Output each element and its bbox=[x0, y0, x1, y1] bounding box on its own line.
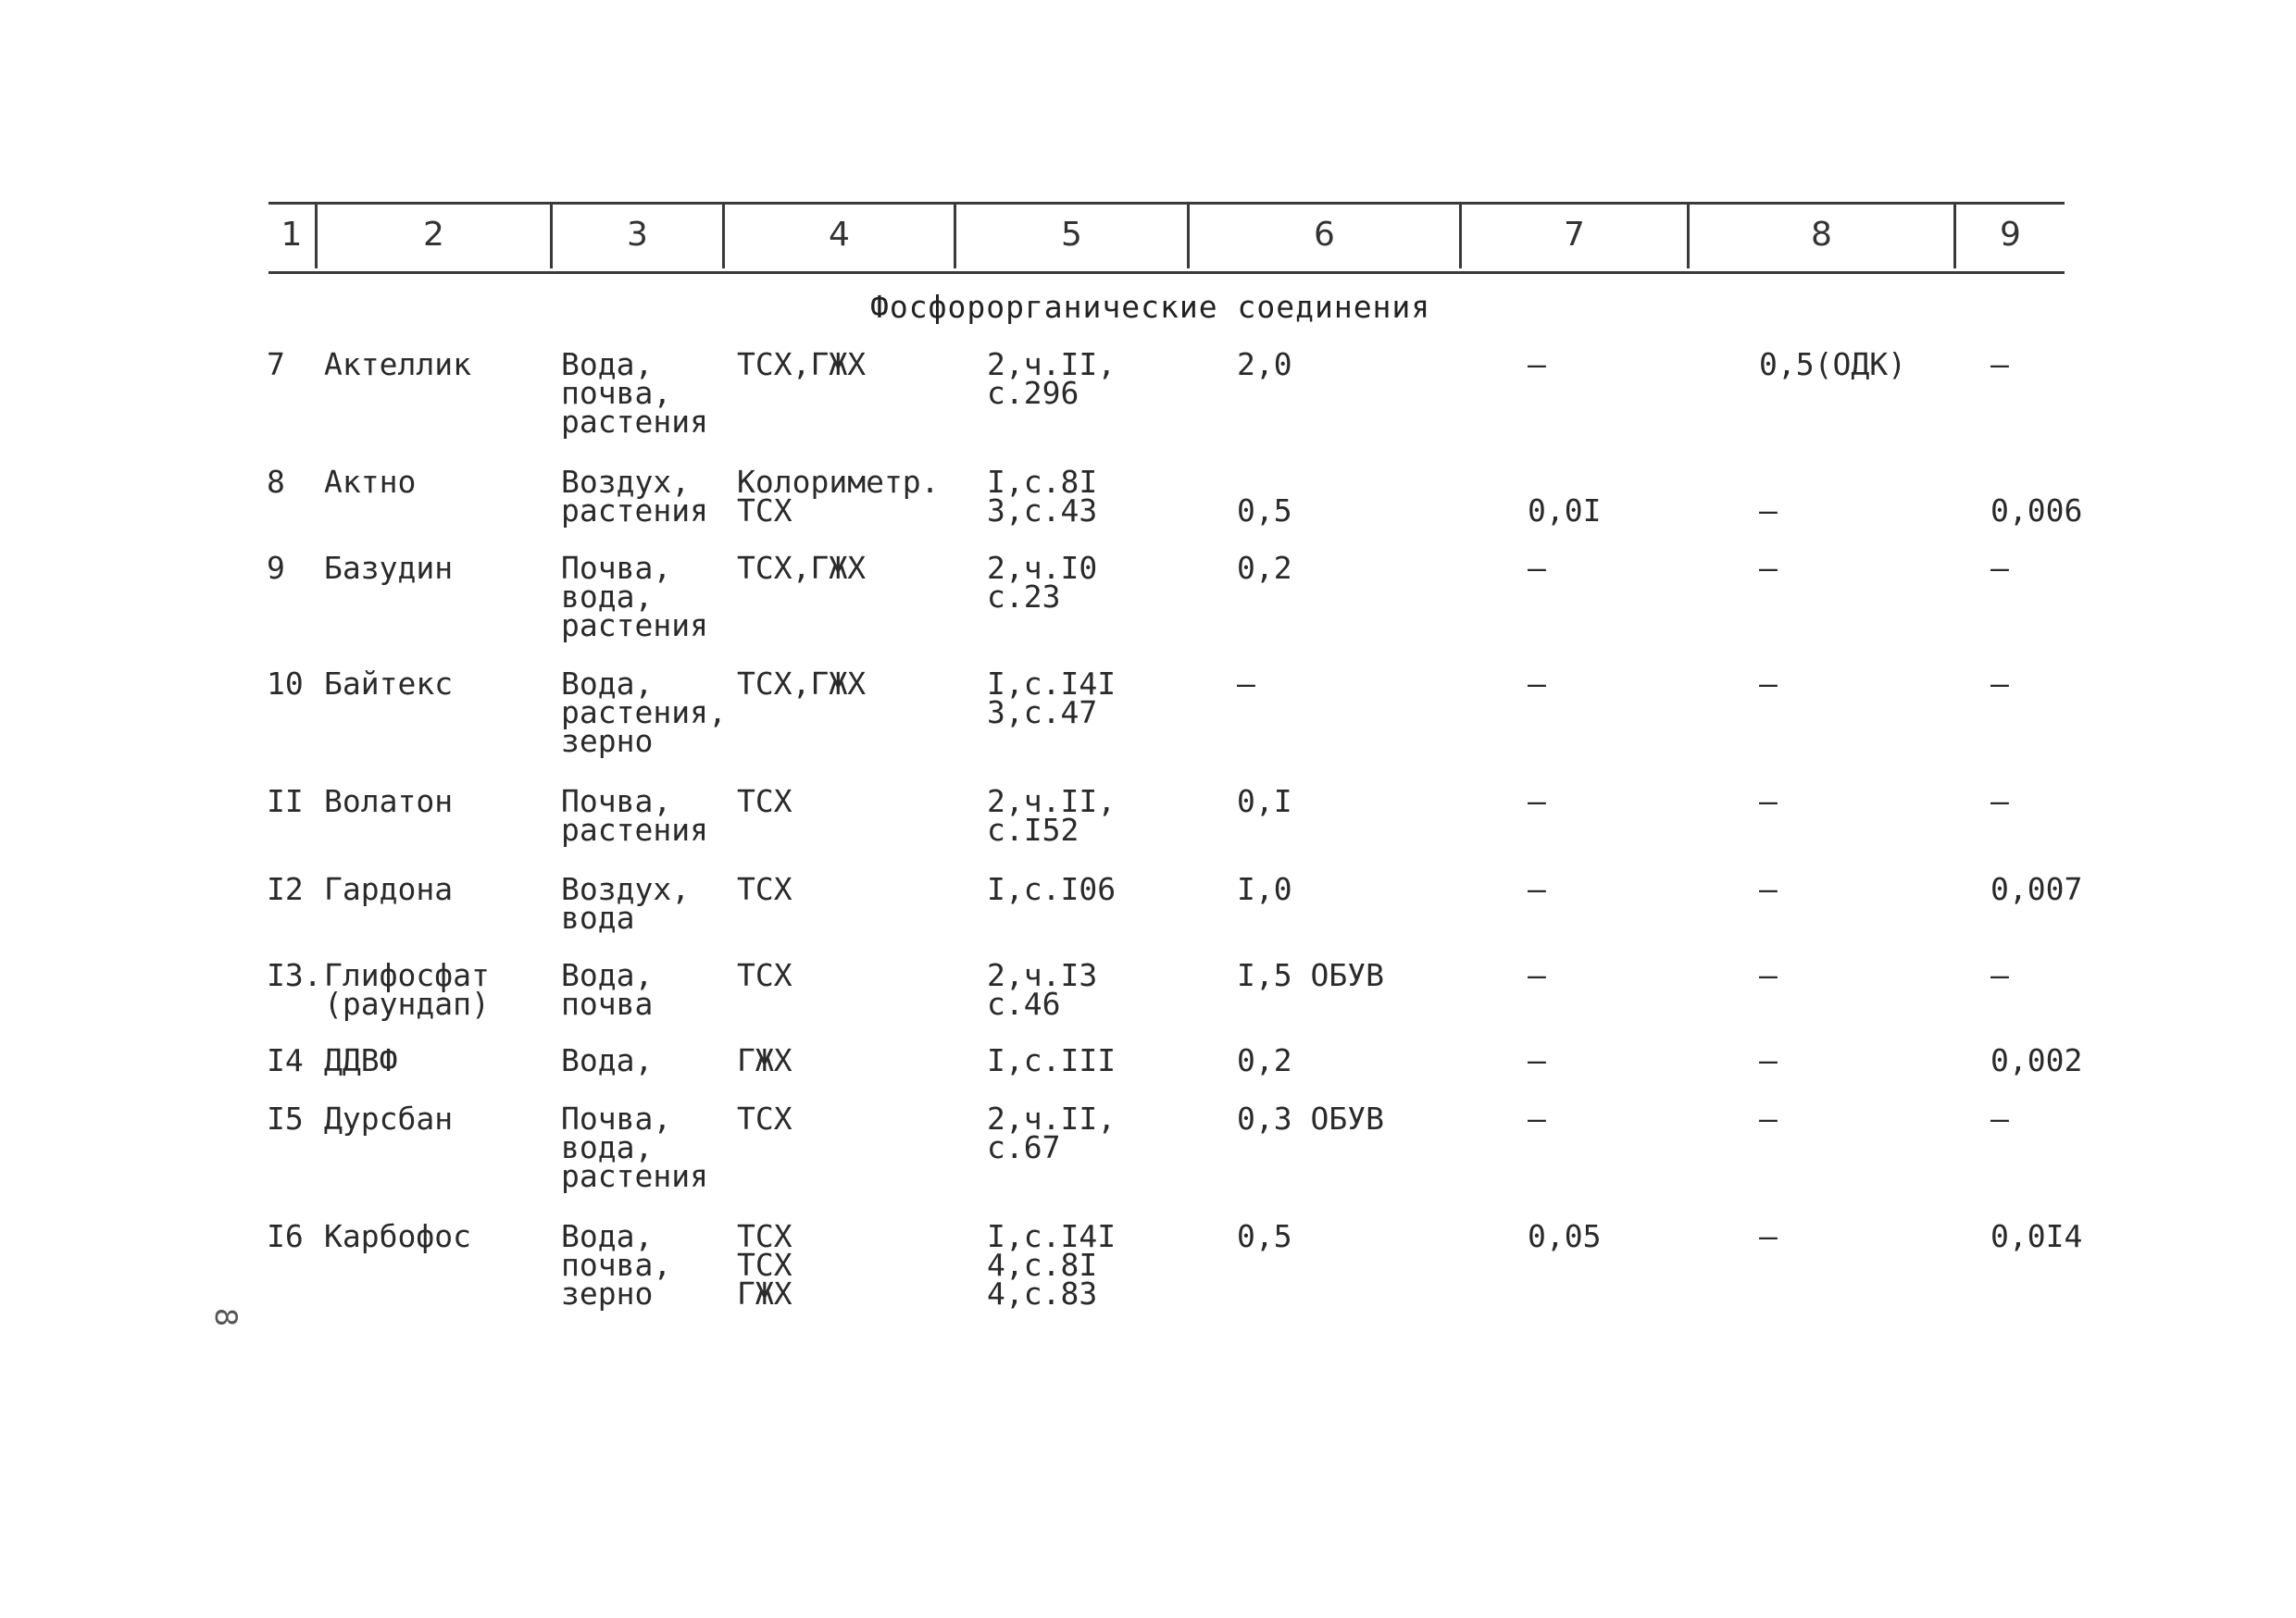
substance-name bbox=[324, 783, 454, 819]
literature-ref bbox=[987, 871, 1117, 907]
analysis-method-line: ГЖХ bbox=[737, 1276, 792, 1312]
row-number: I2 bbox=[267, 871, 304, 907]
literature-ref-line: I,с.I4I bbox=[987, 666, 1117, 702]
col6-value: I,5 ОБУВ bbox=[1237, 957, 1384, 993]
analysis-medium-line: Воздух, bbox=[561, 871, 691, 907]
header-col-9: 9 bbox=[2000, 216, 2021, 254]
header-col-5: 5 bbox=[1061, 216, 1082, 254]
header-col-2: 2 bbox=[423, 216, 444, 254]
substance-name bbox=[324, 666, 454, 702]
analysis-medium-line: вода, bbox=[561, 1129, 654, 1165]
analysis-method bbox=[737, 1218, 792, 1312]
col8-value: – bbox=[1759, 1101, 1778, 1137]
analysis-method-line: ТСХ bbox=[737, 1218, 792, 1254]
analysis-medium-line: растения bbox=[561, 1158, 708, 1194]
header-col-4: 4 bbox=[829, 216, 850, 254]
analysis-method-line: ТСХ bbox=[737, 1101, 792, 1137]
analysis-medium-line: растения bbox=[561, 492, 708, 529]
analysis-method-line: ТСХ bbox=[737, 871, 792, 907]
analysis-method bbox=[737, 346, 867, 382]
analysis-medium-line: растения, bbox=[561, 694, 727, 730]
analysis-method-line: ТСХ,ГЖХ bbox=[737, 346, 867, 382]
literature-ref-line: 2,ч.I3 bbox=[987, 957, 1098, 993]
analysis-method-line: ТСХ,ГЖХ bbox=[737, 550, 867, 586]
header-col-6: 6 bbox=[1314, 216, 1335, 254]
col8-value: – bbox=[1759, 550, 1778, 586]
analysis-medium bbox=[561, 550, 708, 643]
substance-name bbox=[324, 550, 454, 586]
col8-value: – bbox=[1759, 666, 1778, 702]
header-col-3: 3 bbox=[627, 216, 648, 254]
literature-ref bbox=[987, 1218, 1117, 1312]
col9-value: – bbox=[1990, 783, 2009, 819]
analysis-medium-line: растения bbox=[561, 404, 708, 440]
analysis-method-line: ТСХ bbox=[737, 492, 792, 529]
substance-name bbox=[324, 871, 454, 907]
literature-ref-line: 4,с.83 bbox=[987, 1276, 1098, 1312]
literature-ref-line: I,с.I06 bbox=[987, 871, 1117, 907]
literature-ref-line: с.I52 bbox=[987, 812, 1079, 848]
row-number: I5 bbox=[267, 1101, 304, 1137]
col7-value: 0,05 bbox=[1528, 1218, 1602, 1254]
substance-name-line: Карбофос bbox=[324, 1218, 471, 1254]
analysis-medium-line: вода bbox=[561, 900, 635, 936]
literature-ref-line: 3,с.43 bbox=[987, 492, 1098, 529]
literature-ref-line: 2,ч.II, bbox=[987, 1101, 1117, 1137]
literature-ref bbox=[987, 464, 1098, 529]
substance-name-line: Байтекс bbox=[324, 666, 454, 702]
analysis-method-line: Колориметр. bbox=[737, 464, 940, 500]
col6-value: 0,5 bbox=[1237, 1218, 1292, 1254]
analysis-method bbox=[737, 871, 792, 907]
row-number: I4 bbox=[267, 1042, 304, 1078]
col8-value: – bbox=[1759, 492, 1778, 529]
header-col-8: 8 bbox=[1811, 216, 1832, 254]
analysis-medium-line: Почва, bbox=[561, 550, 672, 586]
analysis-method bbox=[737, 464, 940, 529]
literature-ref-line: 2,ч.II, bbox=[987, 783, 1117, 819]
col6-value: 0,2 bbox=[1237, 1042, 1292, 1078]
literature-ref-line: 2,ч.I0 bbox=[987, 550, 1098, 586]
analysis-method-line: ТСХ bbox=[737, 957, 792, 993]
col6-value: – bbox=[1237, 666, 1255, 702]
col9-value: 0,0I4 bbox=[1990, 1218, 2083, 1254]
analysis-method-line: ГЖХ bbox=[737, 1042, 792, 1078]
substance-name-line: ДДВФ bbox=[324, 1042, 398, 1078]
literature-ref-line: с.46 bbox=[987, 986, 1061, 1022]
analysis-medium-line: Вода, bbox=[561, 1218, 654, 1254]
analysis-medium bbox=[561, 1101, 708, 1194]
row-number: 7 bbox=[267, 346, 285, 382]
substance-name-line: Волатон bbox=[324, 783, 454, 819]
col8-value: – bbox=[1759, 1218, 1778, 1254]
analysis-method bbox=[737, 550, 867, 586]
analysis-method bbox=[737, 666, 867, 702]
col9-value: – bbox=[1990, 957, 2009, 993]
analysis-medium-line: растения bbox=[561, 812, 708, 848]
col6-value: 0,I bbox=[1237, 783, 1292, 819]
substance-name-line: Глифосфат bbox=[324, 957, 490, 993]
analysis-medium-line: почва bbox=[561, 986, 654, 1022]
analysis-method-line: ТСХ,ГЖХ bbox=[737, 666, 867, 702]
col7-value: – bbox=[1528, 957, 1546, 993]
analysis-medium-line: Вода, bbox=[561, 1042, 654, 1078]
substance-name-line: Гардона bbox=[324, 871, 454, 907]
col8-value: – bbox=[1759, 783, 1778, 819]
col6-value: 0,2 bbox=[1237, 550, 1292, 586]
literature-ref-line: 2,ч.II, bbox=[987, 346, 1117, 382]
row-number: 9 bbox=[267, 550, 285, 586]
analysis-medium bbox=[561, 1042, 654, 1078]
col9-value: 0,002 bbox=[1990, 1042, 2083, 1078]
page-number: 8 bbox=[208, 1307, 244, 1327]
substance-name bbox=[324, 1042, 398, 1078]
col9-value: 0,006 bbox=[1990, 492, 2083, 529]
analysis-method bbox=[737, 1042, 792, 1078]
analysis-medium-line: вода, bbox=[561, 579, 654, 615]
col7-value: – bbox=[1528, 666, 1546, 702]
substance-name-line: Дурсбан bbox=[324, 1101, 454, 1137]
literature-ref-line: с.296 bbox=[987, 375, 1079, 411]
analysis-medium bbox=[561, 957, 654, 1022]
analysis-method bbox=[737, 1101, 792, 1137]
col6-value: 0,5 bbox=[1237, 492, 1292, 529]
header-col-7: 7 bbox=[1564, 216, 1585, 254]
col7-value: – bbox=[1528, 346, 1546, 382]
row-number: 10 bbox=[267, 666, 304, 702]
literature-ref bbox=[987, 550, 1098, 615]
literature-ref-line: I,с.I4I bbox=[987, 1218, 1117, 1254]
col9-value: 0,007 bbox=[1990, 871, 2083, 907]
row-number: 8 bbox=[267, 464, 285, 500]
col7-value: – bbox=[1528, 783, 1546, 819]
substance-name bbox=[324, 1218, 471, 1254]
analysis-method bbox=[737, 957, 792, 993]
col7-value: – bbox=[1528, 871, 1546, 907]
col9-value: – bbox=[1990, 346, 2009, 382]
substance-name-line: Актеллик bbox=[324, 346, 471, 382]
literature-ref-line: I,с.III bbox=[987, 1042, 1117, 1078]
analysis-medium bbox=[561, 871, 691, 936]
analysis-medium bbox=[561, 1218, 672, 1312]
analysis-medium-line: почва, bbox=[561, 1247, 672, 1283]
substance-name bbox=[324, 464, 417, 500]
substance-name-line: (раундап) bbox=[324, 986, 490, 1022]
analysis-medium-line: растения bbox=[561, 607, 708, 643]
row-number: I3. bbox=[267, 957, 322, 993]
analysis-medium bbox=[561, 464, 708, 529]
col7-value: – bbox=[1528, 1042, 1546, 1078]
literature-ref bbox=[987, 783, 1117, 848]
analysis-medium-line: почва, bbox=[561, 375, 672, 411]
analysis-medium-line: зерно bbox=[561, 1276, 654, 1312]
col9-value: – bbox=[1990, 666, 2009, 702]
substance-name-line: Базудин bbox=[324, 550, 454, 586]
col6-value: 0,3 ОБУВ bbox=[1237, 1101, 1384, 1137]
analysis-medium-line: Вода, bbox=[561, 346, 654, 382]
analysis-method-line: ТСХ bbox=[737, 1247, 792, 1283]
literature-ref-line: с.23 bbox=[987, 579, 1061, 615]
analysis-medium bbox=[561, 666, 727, 759]
analysis-method bbox=[737, 783, 792, 819]
literature-ref bbox=[987, 666, 1117, 730]
substance-name bbox=[324, 346, 471, 382]
analysis-medium-line: Вода, bbox=[561, 666, 654, 702]
literature-ref-line: 3,с.47 bbox=[987, 694, 1098, 730]
literature-ref-line: 4,с.8I bbox=[987, 1247, 1098, 1283]
substance-name bbox=[324, 957, 490, 1022]
substance-name-line: Актно bbox=[324, 464, 417, 500]
analysis-medium-line: Почва, bbox=[561, 783, 672, 819]
analysis-medium-line: Вода, bbox=[561, 957, 654, 993]
row-number: I6 bbox=[267, 1218, 304, 1254]
literature-ref bbox=[987, 957, 1098, 1022]
analysis-medium-line: Воздух, bbox=[561, 464, 691, 500]
analysis-medium-line: Почва, bbox=[561, 1101, 672, 1137]
col6-value: 2,0 bbox=[1237, 346, 1292, 382]
literature-ref bbox=[987, 1101, 1117, 1165]
col8-value: 0,5(ОДК) bbox=[1759, 346, 1906, 382]
row-number: II bbox=[267, 783, 304, 819]
literature-ref bbox=[987, 1042, 1117, 1078]
literature-ref bbox=[987, 346, 1117, 411]
analysis-medium bbox=[561, 346, 708, 440]
col9-value: – bbox=[1990, 1101, 2009, 1137]
col8-value: – bbox=[1759, 957, 1778, 993]
substance-name bbox=[324, 1101, 454, 1137]
header-col-1: 1 bbox=[281, 216, 303, 254]
col6-value: I,0 bbox=[1237, 871, 1292, 907]
analysis-medium bbox=[561, 783, 708, 848]
col8-value: – bbox=[1759, 1042, 1778, 1078]
col9-value: – bbox=[1990, 550, 2009, 586]
literature-ref-line: с.67 bbox=[987, 1129, 1061, 1165]
analysis-medium-line: зерно bbox=[561, 723, 654, 759]
col7-value: – bbox=[1528, 550, 1546, 586]
col8-value: – bbox=[1759, 871, 1778, 907]
col7-value: – bbox=[1528, 1101, 1546, 1137]
section-title: Фосфорорганические соединения bbox=[870, 289, 1431, 325]
analysis-method-line: ТСХ bbox=[737, 783, 792, 819]
col7-value: 0,0I bbox=[1528, 492, 1602, 529]
literature-ref-line: I,с.8I bbox=[987, 464, 1098, 500]
